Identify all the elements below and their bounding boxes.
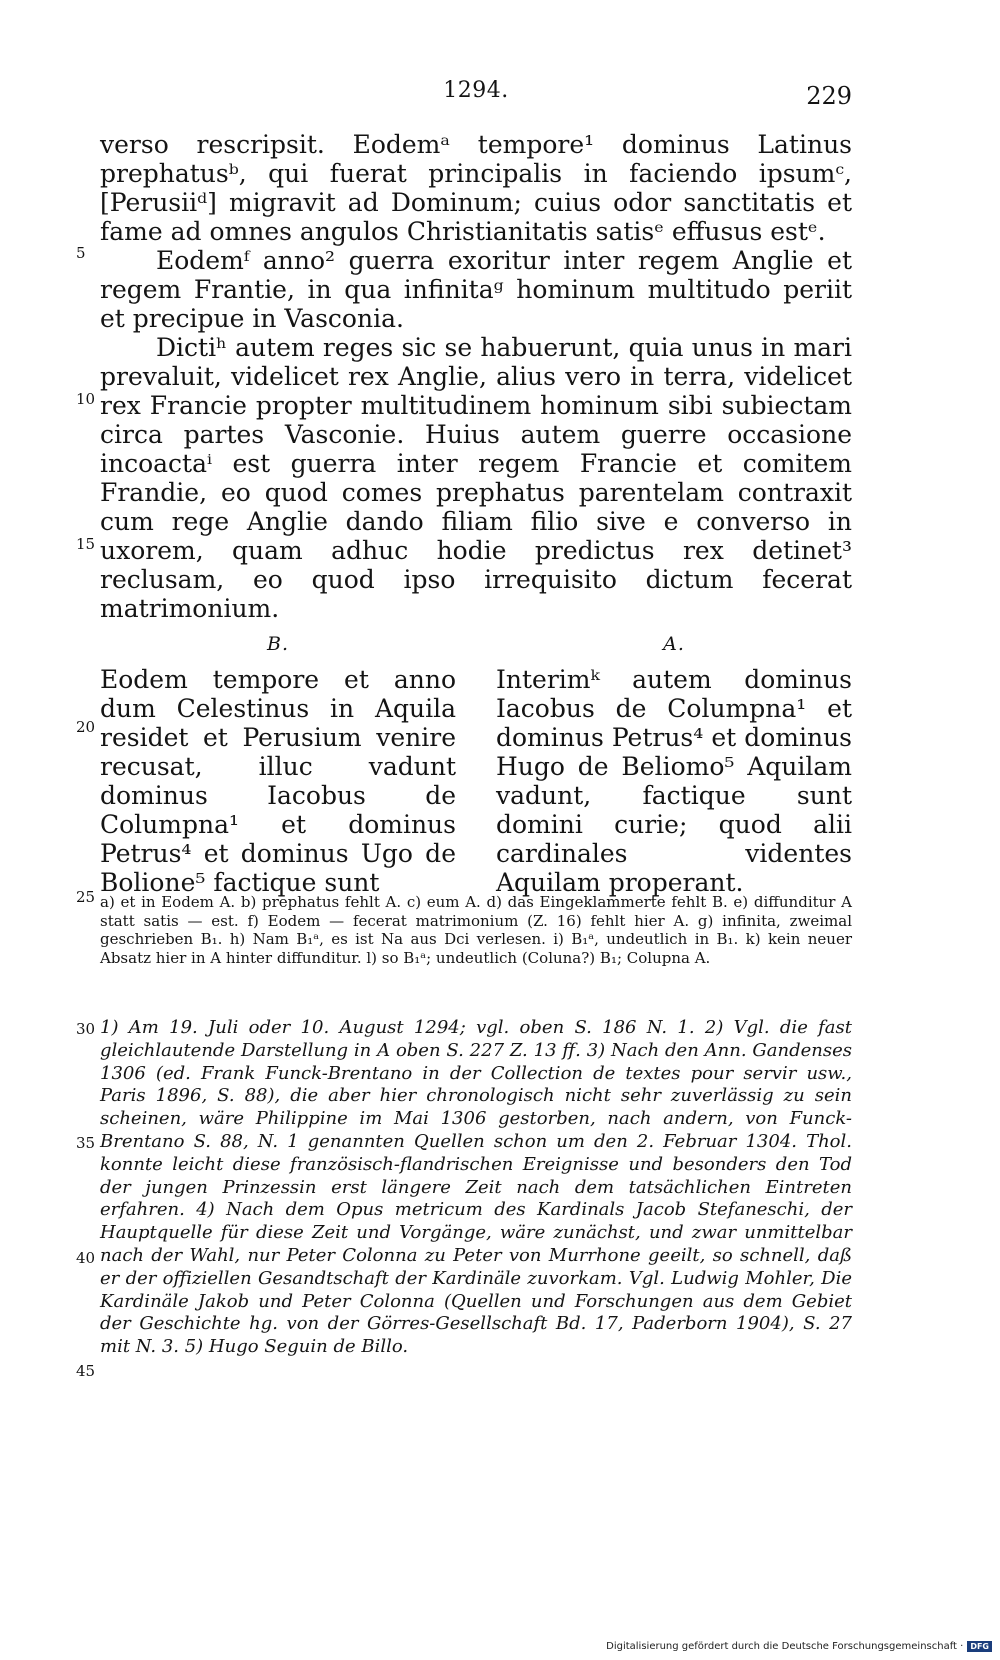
page-number: 229 [806,82,852,110]
digitization-credit [606,1641,992,1652]
page-header [100,78,852,112]
column-a [496,630,852,897]
footnotes [100,1017,852,1359]
line-number: 35 [76,1134,96,1152]
credit-text: Digitalisierung gefördert durch die Deutsche Forschungsgemeinschaft · [606,1641,964,1652]
line-number: 10 [76,390,96,408]
column-b [100,630,456,897]
header-year: 1294. [443,78,509,103]
column-text: Interimᵏ autem dominus Iacobus de Columpna¹ et dominus Petrus⁴ et dominus Hugo de Beliomo⁵ Aquilam vadunt, factique sunt domini curie; quod alii cardinales videntes Aquilam properant. [496,665,852,897]
paragraph: Dictiʰ autem reges sic se habuerunt, quia unus in mari prevaluit, videlicet rex Anglie, alius vero in terra, videlicet rex Francie propter multitudinem hominum sibi subiectam circa partes Vasconie. Huius autem guerre occasione incoactaⁱ est guerra inter regem Francie et comitem Frandie, eo quod comes prephatus parentelam contraxit cum rege Anglie dando filiam filio sive e converso in uxorem, quam adhuc hodie predictus rex detinet³ reclusam, eo quod ipso irrequisito dictum fecerat matrimonium. [100,333,852,623]
column-text: Eodem tempore et anno dum Celestinus in Aquila residet et Perusium venire recusat, illuc vadunt dominus Iacobus de Columpna¹ et dominus Petrus⁴ et dominus Ugo de Bolione⁵ factique sunt [100,665,456,897]
parallel-columns [100,630,852,897]
variant-notes [100,893,852,967]
footnotes-text: 1) Am 19. Juli oder 10. August 1294; vgl. oben S. 186 N. 1. 2) Vgl. die fast gleichlautende Darstellung in A oben S. 227 Z. 13 ff. 3) Nach den Ann. Gandenses 1306 (ed. Frank Funck-Brentano in der Collection de textes pour servir usw., Paris 1896, S. 88), die aber hier chronologisch nicht sehr zuverlässig zu sein scheinen, wäre Philippine im Mai 1306 gestorben, nach andern, von Funck-Brentano S. 88, N. 1 genannten Quellen schon um den 2. Februar 1304. Thol. konnte leicht diese französisch-flandrischen Ereignisse und besonders den Tod der jungen Prinzessin erst längere Zeit nach dem tatsächlichen Eintreten erfahren. 4) Nach dem Opus metricum des Kardinals Jacob Stefaneschi, der Hauptquelle für diese Zeit und Vorgänge, wäre zunächst, und zwar unmittelbar nach der Wahl, nur Peter Colonna zu Peter von Murrhone geeilt, so schnell, daß er der offiziellen Gesandtschaft der Kardinäle zuvorkam. Vgl. Ludwig Mohler, Die Kardinäle Jakob und Peter Colonna (Quellen und Forschungen aus dem Gebiet der Geschichte hg. von der Görres-Gesellschaft Bd. 17, Paderborn 1904), S. 27 mit N. 3. 5) Hugo Seguin de Billo. [100,1017,852,1358]
variant-notes-text: a) et in Eodem A. b) prephatus fehlt A. c) eum A. d) das Eingeklammerte fehlt B. e) diffunditur A statt satis — est. f) Eodem — fecerat matrimonium (Z. 16) fehlt hier A. g) infinita, zweimal geschrieben B₁. h) Nam B₁ᵃ, es ist Na aus Dci verlesen. i) B₁ᵃ, undeutlich in B₁. k) kein neuer Absatz hier in A hinter diffunditur. l) so B₁ᵃ; undeutlich (Coluna?) B₁; Colupna A. [100,893,852,967]
line-number: 5 [76,244,86,262]
column-label: A. [663,633,685,655]
line-number: 30 [76,1020,96,1038]
line-number: 45 [76,1362,96,1380]
line-number: 40 [76,1249,96,1267]
column-label: B. [266,633,289,655]
paragraph: Eodemᶠ anno² guerra exoritur inter regem Anglie et regem Frantie, in qua infinitaᵍ hominum multitudo periit et precipue in Vasconia. [100,246,852,333]
line-number: 20 [76,718,96,736]
paragraph: verso rescripsit. Eodemᵃ tempore¹ dominus Latinus prephatusᵇ, qui fuerat principalis in faciendo ipsumᶜ, [Perusiiᵈ] migravit ad Dominum; cuius odor sanctitatis et fame ad omnes angulos Christianitatis satisᵉ effusus estᵉ. [100,130,852,246]
line-number: 25 [76,888,96,906]
main-text [100,130,852,623]
dfg-logo: DFG [967,1641,992,1652]
line-number: 15 [76,535,96,553]
